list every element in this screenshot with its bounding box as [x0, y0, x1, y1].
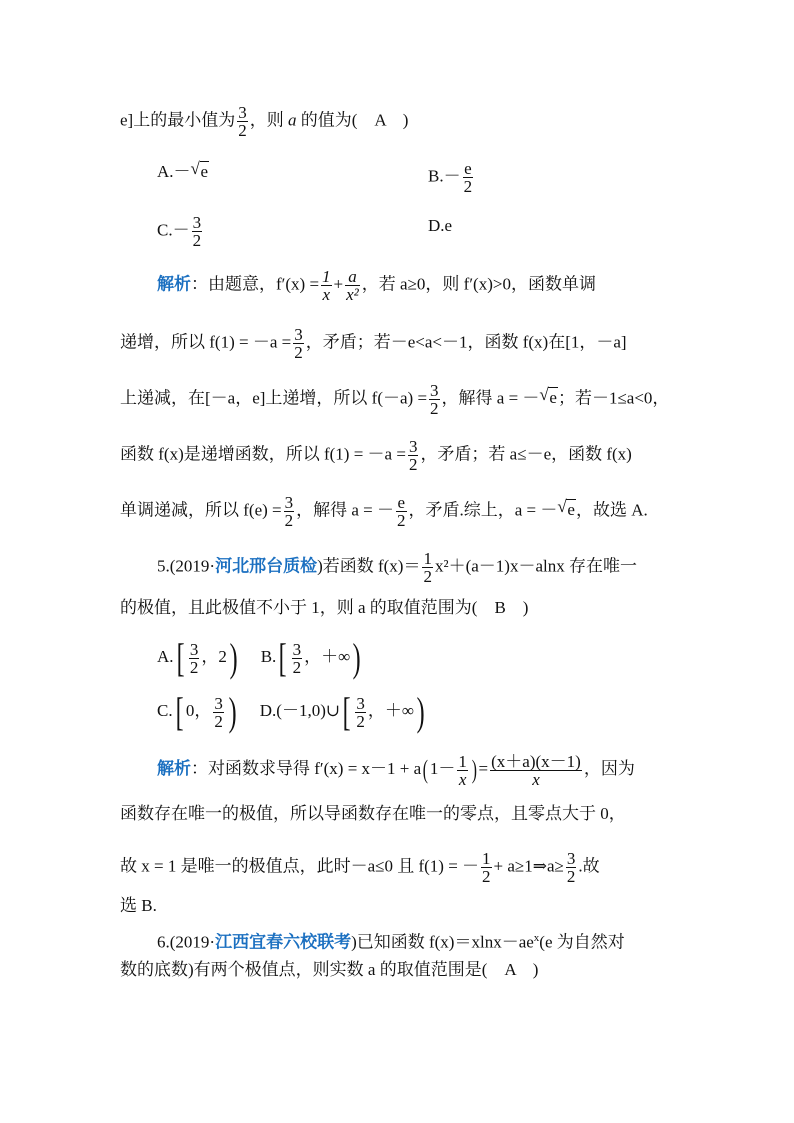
text-run: 1 — [482, 849, 491, 868]
question-5-options-cd — [157, 689, 427, 734]
text-run: 2 — [284, 511, 294, 530]
sqrt — [557, 498, 576, 522]
option-a — [157, 160, 209, 184]
text-run: 6.(2019· — [157, 932, 216, 952]
sqrt — [539, 386, 558, 410]
fraction — [422, 550, 433, 585]
solution-4-line-1 — [157, 268, 596, 303]
text-run: [ — [175, 689, 184, 734]
fraction — [490, 753, 582, 788]
text-run: e — [464, 159, 472, 178]
text-run: ，若 a≥0，则 f′(x)>0，函数单调 — [361, 274, 596, 294]
fraction — [463, 160, 474, 195]
option-c — [157, 214, 204, 249]
text-run: 2 — [482, 867, 491, 886]
text-run: ：对函数求导得 f′(x) = x－1 + a — [191, 758, 422, 778]
text-run: x²＋(a－1)x－alnx 存在唯一 — [434, 556, 637, 576]
text-run: )已知函数 f(x)＝xlnx－ae — [351, 932, 534, 952]
text-run: ) — [352, 635, 361, 680]
question-source: 河北邢台质检 — [215, 556, 318, 576]
fraction — [284, 494, 295, 529]
text-run: 2 — [238, 121, 247, 140]
text-run: 2 — [192, 231, 202, 250]
text-run: + — [333, 274, 344, 294]
fraction — [189, 641, 200, 676]
question-5-options-ab — [157, 635, 364, 680]
text-run: (x＋a)(x－1) — [491, 751, 581, 771]
text-run: 数的底数)有两个极值点，则实数 a 的取值范围是( A ) — [120, 960, 539, 979]
fraction — [408, 438, 419, 473]
text-run: x — [490, 770, 582, 788]
fraction — [355, 695, 366, 730]
text-run: 3 — [214, 693, 223, 713]
text-run: 2 — [189, 657, 199, 677]
text-run: 0， — [185, 700, 212, 720]
text-run: ；若－1≤a<0， — [557, 388, 670, 408]
text-run: ，因为 — [583, 758, 635, 778]
fraction — [457, 753, 468, 788]
text-run: 2 — [292, 657, 302, 677]
text-run: √ — [557, 497, 567, 517]
text-run: B.－ — [428, 166, 461, 186]
text-run: ，矛盾.综上，a = － — [408, 500, 558, 520]
fraction — [396, 494, 407, 529]
text-run: 3 — [566, 849, 576, 868]
text-run: 2 — [356, 711, 365, 731]
text-run: ，＋∞ — [367, 700, 415, 720]
solution-5-line-1 — [157, 750, 635, 790]
text-run: ，＋∞ — [304, 646, 351, 666]
text-run: ) — [228, 689, 237, 734]
solution-4-line-5 — [120, 494, 648, 529]
solution-4-line-2 — [120, 326, 627, 361]
option-b — [428, 160, 475, 195]
text: e]上的最小值为 — [120, 110, 236, 130]
text-run: 2 — [397, 511, 406, 530]
text-run: ，故选 A. — [575, 500, 648, 520]
text-run: 1 — [458, 751, 467, 771]
text-run: x² — [346, 285, 359, 304]
text-run: [ — [342, 689, 351, 734]
text-run: √ — [190, 159, 200, 178]
text-run: 3 — [430, 381, 439, 400]
text-run: A.－ — [157, 162, 191, 181]
text-run: 5.(2019· — [157, 556, 216, 576]
text-run: 3 — [292, 639, 302, 659]
text-run: 3 — [408, 437, 418, 456]
solution-tag: 解析 — [157, 274, 191, 294]
text-run: D.(－1,0)∪ — [259, 700, 341, 720]
text-run: 2 — [423, 567, 432, 586]
fraction — [481, 850, 492, 885]
fraction — [237, 104, 248, 139]
text-run: ) — [471, 755, 477, 784]
text-run: 2 — [294, 343, 303, 362]
sqrt — [191, 160, 210, 184]
text-run: 函数 f(x)是递增函数，所以 f(1) = －a = — [120, 444, 406, 464]
solution-5-line-2 — [120, 802, 626, 826]
text-run: e — [200, 162, 209, 181]
text-run: + a≥1⇒a≥ — [493, 856, 564, 876]
text-run: ，矛盾；若 a≤－e，函数 f(x) — [420, 444, 632, 464]
question-6-line-1 — [157, 926, 625, 955]
text-run: )若函数 f(x)＝ — [317, 556, 421, 576]
fraction — [293, 326, 304, 361]
text-run: 3 — [238, 103, 247, 122]
option-d — [428, 214, 452, 238]
text-run: 3 — [284, 493, 294, 512]
text-run: a — [348, 267, 357, 286]
question-5-line-2 — [120, 596, 528, 620]
text-run: 1 — [322, 267, 331, 286]
text-run: 2 — [463, 177, 473, 196]
text-run: ，解得 a = － — [441, 388, 540, 408]
text-run: ，2 — [201, 646, 227, 666]
question-source: 江西宜春六校联考 — [215, 932, 352, 952]
text-run: B. — [260, 646, 277, 666]
fraction — [429, 382, 440, 417]
text-run: ：由题意，f′(x) = — [191, 274, 320, 294]
text-run: 1－ — [429, 758, 456, 778]
text-run: A. — [157, 646, 174, 666]
solution-5-line-3 — [120, 850, 600, 885]
question-5-line-1 — [157, 550, 637, 585]
text-run: x — [322, 285, 331, 304]
text-run: [ — [176, 635, 185, 680]
text-run: 的极值，且此极值不小于 1，则 a 的取值范围为( B ) — [120, 598, 529, 617]
text-run: (e 为自然对 — [539, 932, 625, 952]
text-run: √ — [539, 385, 549, 405]
text-run: a — [287, 110, 297, 130]
text-run: x — [533, 932, 540, 944]
solution-4-line-3 — [120, 382, 669, 417]
text-run: e — [397, 493, 406, 512]
text-run: 的值为( A ) — [300, 110, 409, 130]
text-run: ( — [422, 755, 429, 784]
fraction — [321, 268, 332, 303]
text-run: 函数存在唯一的极值，所以导函数存在唯一的零点，且零点大于 0， — [120, 804, 626, 823]
fraction — [213, 695, 224, 730]
fraction — [292, 641, 303, 676]
fraction — [566, 850, 577, 885]
text-run: 2 — [566, 867, 576, 886]
text-run: 2 — [214, 711, 223, 731]
text-run: D.e — [428, 216, 453, 235]
text-run: .故 — [578, 856, 600, 876]
text-run: 故 x = 1 是唯一的极值点，此时－a≤0 且 f(1) = － — [120, 856, 480, 876]
solution-5-line-4 — [120, 894, 157, 918]
text-run: C. — [157, 700, 173, 720]
question-6-line-2 — [120, 958, 538, 982]
text-run: e — [549, 388, 557, 408]
text-run: 3 — [192, 213, 202, 232]
text-run: 2 — [408, 455, 418, 474]
solution-tag: 解析 — [157, 758, 191, 778]
text-run: ) — [416, 689, 425, 734]
solution-4-line-4 — [120, 438, 632, 473]
text-run: e — [567, 500, 575, 520]
text-run: 3 — [356, 693, 365, 713]
text-run: 单调递减，所以 f(e) = — [120, 500, 282, 520]
text-run: 2 — [430, 399, 439, 418]
text-run: C.－ — [157, 220, 190, 240]
text-run: 1 — [423, 549, 432, 568]
text-run: 上递减，在[－a，e]上递增，所以 f(－a) = — [120, 388, 428, 408]
fraction — [192, 214, 203, 249]
text-run: ，矛盾；若－e<a<－1，函数 f(x)在[1，－a] — [305, 332, 627, 352]
text-run: [ — [278, 635, 287, 680]
text-run: = — [478, 758, 489, 778]
text-run: 3 — [189, 639, 199, 659]
question-4-tail — [120, 104, 408, 139]
text-run: 3 — [294, 325, 303, 344]
text-run: ，则 — [249, 110, 284, 130]
text-run: 递增，所以 f(1) = －a = — [120, 332, 292, 352]
text-run: x — [458, 769, 467, 789]
fraction — [345, 268, 360, 303]
text-run: ，解得 a = － — [296, 500, 395, 520]
text-run: 选 B. — [120, 896, 157, 915]
text-run: ) — [229, 635, 238, 680]
